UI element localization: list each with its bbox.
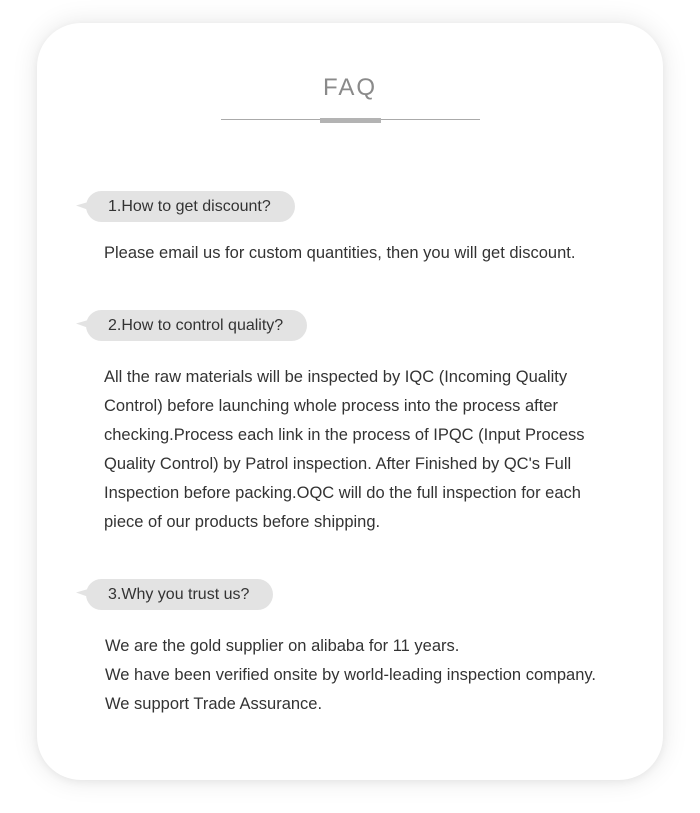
faq-question-1: 1.How to get discount? xyxy=(86,191,295,222)
faq-answer-2-line: Inspection before packing.OQC will do the full inspection for each xyxy=(104,484,581,502)
faq-answer-2-line: Control) before launching whole process into the process after xyxy=(104,397,558,415)
faq-answer-2-line: All the raw materials will be inspected by IQC (Incoming Quality xyxy=(104,368,568,386)
faq-answer-3-line: We support Trade Assurance. xyxy=(105,695,323,713)
faq-answer-3 xyxy=(105,632,645,719)
faq-answer-2-line: checking.Process each link in the process of IPQC (Input Process xyxy=(104,426,585,444)
faq-answer-1-line: Please email us for custom quantities, then you will get discount. xyxy=(104,244,576,262)
faq-answer-2 xyxy=(104,363,644,537)
page-title: FAQ xyxy=(322,74,377,101)
faq-question-2: 2.How to control quality? xyxy=(86,310,307,341)
faq-answer-3-line: We are the gold supplier on alibaba for 11 years. xyxy=(105,637,460,655)
faq-answer-2-line: piece of our products before shipping. xyxy=(104,513,381,531)
faq-answer-2-line: Quality Control) by Patrol inspection. After Finished by QC's Full xyxy=(104,455,572,473)
faq-answer-3-line: We have been verified onsite by world-leading inspection company. xyxy=(105,666,597,684)
faq-question-3: 3.Why you trust us? xyxy=(86,579,273,610)
faq-answer-1 xyxy=(104,239,644,268)
title-divider-accent xyxy=(320,118,381,123)
